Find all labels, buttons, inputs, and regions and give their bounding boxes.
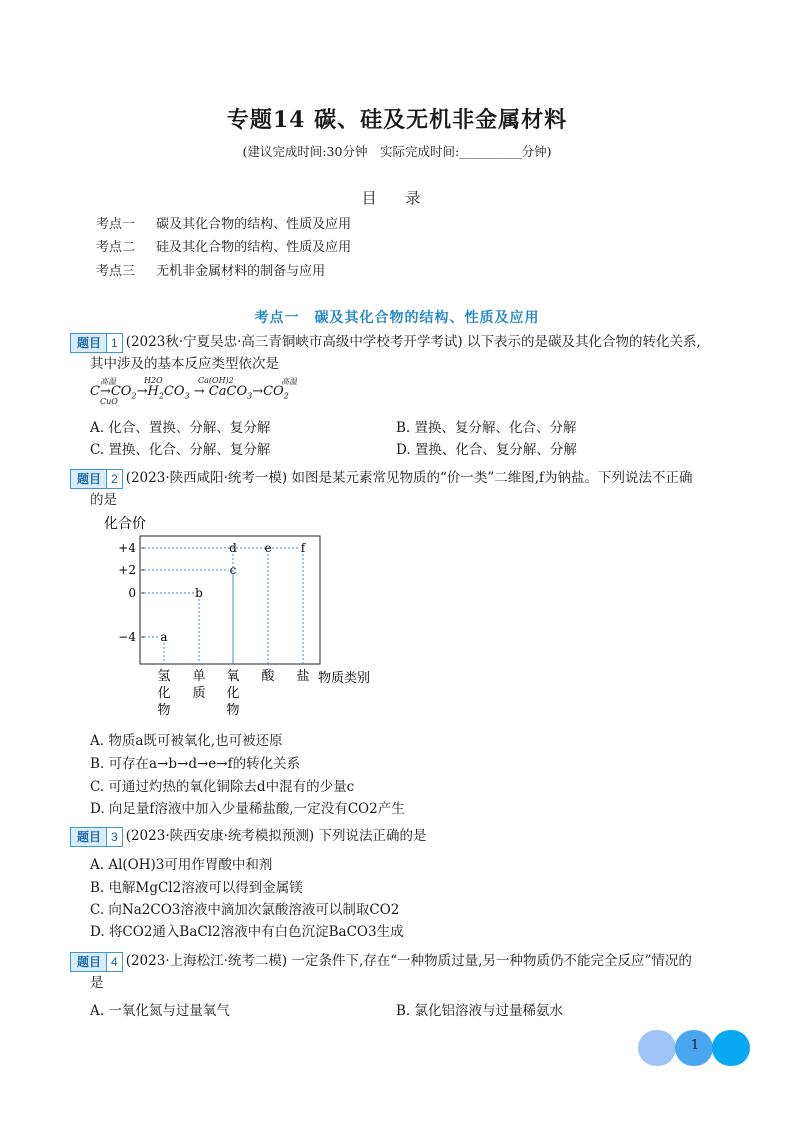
species-c: C — [90, 384, 100, 399]
x-category-label: 物 — [157, 703, 171, 718]
toc-item-label: 考点三 — [96, 264, 136, 279]
question-2-stem-cont: 的是 — [90, 492, 117, 508]
time-suggestion: (建议完成时间:30分钟 实际完成时间:__________分钟) — [242, 144, 552, 159]
question-badge: 题目 4 — [70, 952, 123, 972]
condition-label: 高温 — [100, 377, 116, 386]
footer-circle — [638, 1030, 676, 1066]
option-c[interactable]: C. 向Na2CO3溶液中滴加次氯酸溶液可以制取CO2 — [90, 902, 400, 918]
y-tick-label: +2 — [118, 563, 136, 577]
toc-heading: 目 录 — [361, 189, 433, 207]
toc-item[interactable] — [96, 236, 351, 255]
point-f: f — [300, 541, 306, 555]
valence-class-chart — [90, 510, 390, 725]
option-b[interactable]: B. 电解MgCl2溶液可以得到金属镁 — [90, 880, 303, 896]
x-category-label: 化 — [157, 686, 171, 701]
y-tick-label: −4 — [118, 630, 136, 644]
toc-item-text: 硅及其化合物的结构、性质及应用 — [156, 240, 352, 255]
x-category-label: 单 — [192, 669, 206, 684]
toc-item-text: 无机非金属材料的制备与应用 — [156, 264, 326, 279]
x-category-label: 化 — [226, 686, 240, 701]
question-1-stem-cont: 其中涉及的基本反应类型依次是 — [90, 356, 279, 372]
question-3-stem: 题目 3 (2023·陕西安康·统考模拟预测) 下列说法正确的是 — [70, 826, 730, 847]
point-c: c — [229, 563, 237, 577]
toc-item[interactable] — [96, 213, 351, 232]
reaction-formula — [90, 376, 350, 406]
x-category-label: 氧 — [226, 669, 240, 684]
point-b: b — [195, 586, 203, 600]
question-2-stem: 题目 2 (2023·陕西咸阳·统考一模) 如图是某元素常见物质的“价一类”二维图,f为钠盐。下列说法不正确 — [70, 468, 730, 489]
species-h2co3: $H_2CO_3$ — [147, 384, 190, 401]
species-co2: $CO_2$ — [110, 384, 137, 401]
x-category-label: 氢 — [157, 669, 171, 684]
species-co2: $CO_2$ — [263, 384, 289, 401]
condition-label: 高温 — [281, 377, 297, 386]
option-d[interactable]: D. 置换、化合、复分解、分解 — [396, 442, 577, 458]
page-title: 专题14 碳、硅及无机非金属材料 — [226, 107, 568, 133]
y-tick-label: +4 — [118, 541, 136, 555]
condition-label: Ca(OH)2 — [198, 376, 234, 385]
point-e: e — [264, 541, 272, 555]
option-d[interactable]: D. 向足量f溶液中加入少量稀盐酸,一定没有CO2产生 — [90, 801, 405, 817]
option-b[interactable]: B. 氯化铝溶液与过量稀氨水 — [396, 1003, 564, 1019]
toc-item-label: 考点一 — [96, 217, 136, 232]
species-caco3: CaCO$_3$ — [208, 384, 253, 401]
question-badge: 题目 2 — [70, 469, 123, 489]
question-badge: 题目 3 — [70, 827, 123, 847]
x-category-label: 质 — [192, 686, 206, 701]
question-badge: 题目 1 — [70, 333, 123, 353]
option-b[interactable]: B. 置换、复分解、化合、分解 — [396, 420, 577, 436]
option-b[interactable]: B. 可存在a→b→d→e→f的转化关系 — [90, 756, 301, 772]
page-number: 1 — [690, 1038, 700, 1053]
section-heading: 考点一 碳及其化合物的结构、性质及应用 — [254, 310, 540, 326]
footer-circle — [712, 1030, 750, 1066]
condition-label: CuO — [100, 397, 118, 406]
toc-item[interactable] — [96, 260, 325, 279]
option-c[interactable]: C. 可通过灼热的氧化铜除去d中混有的少量c — [90, 779, 355, 795]
question-1-stem: 题目 1 (2023秋·宁夏吴忠·高三青铜峡市高级中学校考开学考试) 以下表示的是碳及其化合物的转化关系, — [70, 332, 730, 353]
y-tick-label: 0 — [128, 586, 136, 600]
toc-item-label: 考点二 — [96, 240, 136, 255]
y-axis-label: 化合价 — [104, 516, 146, 532]
question-4-stem: 题目 4 (2023·上海松江·统考二模) 一定条件下,存在“一种物质过量,另一种物质仍不能完全反应”情况的 — [70, 951, 730, 972]
option-a[interactable]: A. 物质a既可被氧化,也可被还原 — [90, 733, 283, 749]
option-a[interactable]: A. 化合、置换、分解、复分解 — [90, 420, 271, 436]
x-category-label: 物 — [226, 703, 240, 718]
condition-label: H2O — [144, 376, 163, 385]
x-category-label: 酸 — [261, 669, 275, 684]
point-a: a — [160, 630, 168, 644]
x-axis-label: 物质类别 — [318, 671, 371, 686]
option-a[interactable]: A. 一氧化氮与过量氧气 — [90, 1003, 230, 1019]
option-a[interactable]: A. Al(OH)3可用作胃酸中和剂 — [90, 857, 273, 873]
plot-frame — [140, 536, 320, 664]
question-4-stem-cont: 是 — [90, 975, 104, 991]
option-d[interactable]: D. 将CO2通入BaCl2溶液中有白色沉淀BaCO3生成 — [90, 924, 404, 940]
formula-chain: $C\to CO_2\to H_2CO_3$ → $CaCO_3\to CO_2$ — [90, 384, 289, 401]
toc-item-text: 碳及其化合物的结构、性质及应用 — [156, 217, 352, 232]
option-c[interactable]: C. 置换、化合、分解、复分解 — [90, 442, 271, 458]
x-category-label: 盐 — [296, 669, 310, 684]
point-d: d — [229, 541, 237, 555]
